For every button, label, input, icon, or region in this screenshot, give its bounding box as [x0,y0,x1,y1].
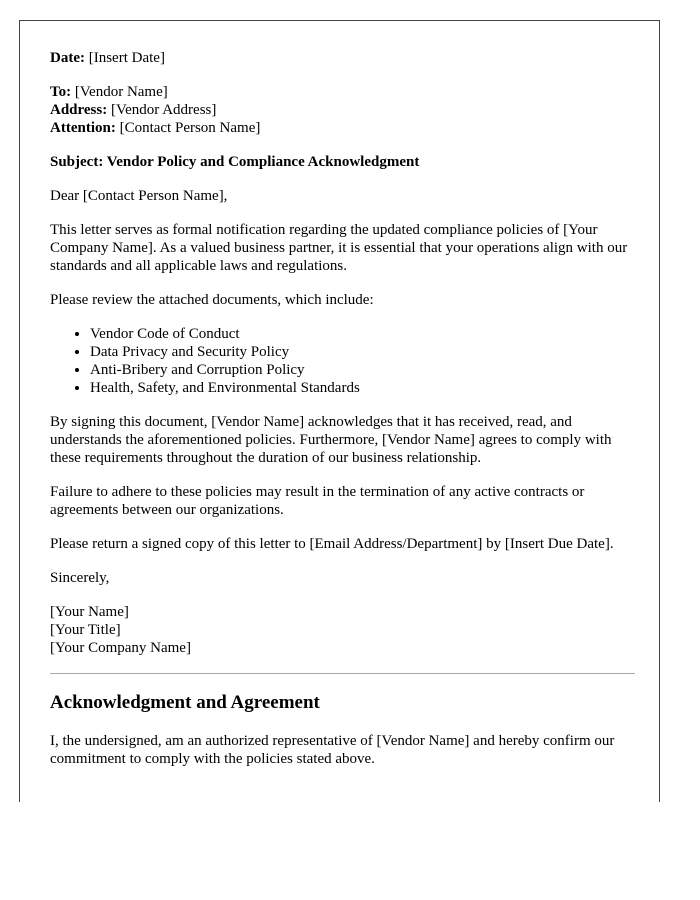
address-line [50,101,635,119]
to-label: To: [50,84,72,100]
sender-company: [Your Company Name] [50,640,191,656]
sender-title: [Your Title] [50,622,121,638]
address-label: Address: [50,102,108,118]
attention-label: Attention: [50,120,116,136]
date-value: [Insert Date] [84,50,165,66]
to-line [50,83,635,101]
acknowledgment-text: I, the undersigned, am an authorized representative of [Vendor Name] and hereby confirm our commitment to comply with the policies stated above. [50,733,615,767]
salutation: Dear [Contact Person Name], [50,188,228,204]
recipient-block [50,83,635,137]
attention-line [50,119,635,137]
list-item: • Anti-Bribery and Corruption Policy [90,361,635,379]
date-line [50,49,635,67]
list-item: • Vendor Code of Conduct [90,325,635,343]
list-item: • Health, Safety, and Environmental Standards [90,379,635,397]
return-paragraph: Please return a signed copy of this letter to [Email Address/Department] by [Insert Due Date]. [50,536,614,552]
attention-value: [Contact Person Name] [115,120,261,136]
documents-list [50,325,635,397]
failure-paragraph: Failure to adhere to these policies may result in the termination of any active contracts or agreements between our organizations. [50,484,585,518]
date-label: Date: [50,50,85,66]
signing-paragraph: By signing this document, [Vendor Name] acknowledges that it has received, read, and understands the aforementioned policies. Furthermore, [Vendor Name] agrees to comply with these requirements throughout the duration of our business relationship. [50,414,612,466]
to-value: [Vendor Name] [71,84,168,100]
list-item: • Data Privacy and Security Policy [90,343,635,361]
sign-off: Sincerely, [50,570,110,586]
letter-content [50,49,635,784]
subject-line [50,153,635,171]
address-value: [Vendor Address] [107,102,217,118]
subject-text: Subject: Vendor Policy and Compliance Acknowledgment [50,154,420,170]
letter-page [19,20,660,802]
acknowledgment-heading: Acknowledgment and Agreement [50,692,320,713]
signature-block [50,603,635,657]
review-paragraph: Please review the attached documents, which include: [50,292,374,308]
sender-name: [Your Name] [50,604,129,620]
intro-paragraph: This letter serves as formal notification regarding the updated compliance policies of [Your Company Name]. As a valued business partner, it is essential that your operations align with our standards and all applicable laws and regulations. [50,222,628,274]
section-divider [50,673,635,674]
